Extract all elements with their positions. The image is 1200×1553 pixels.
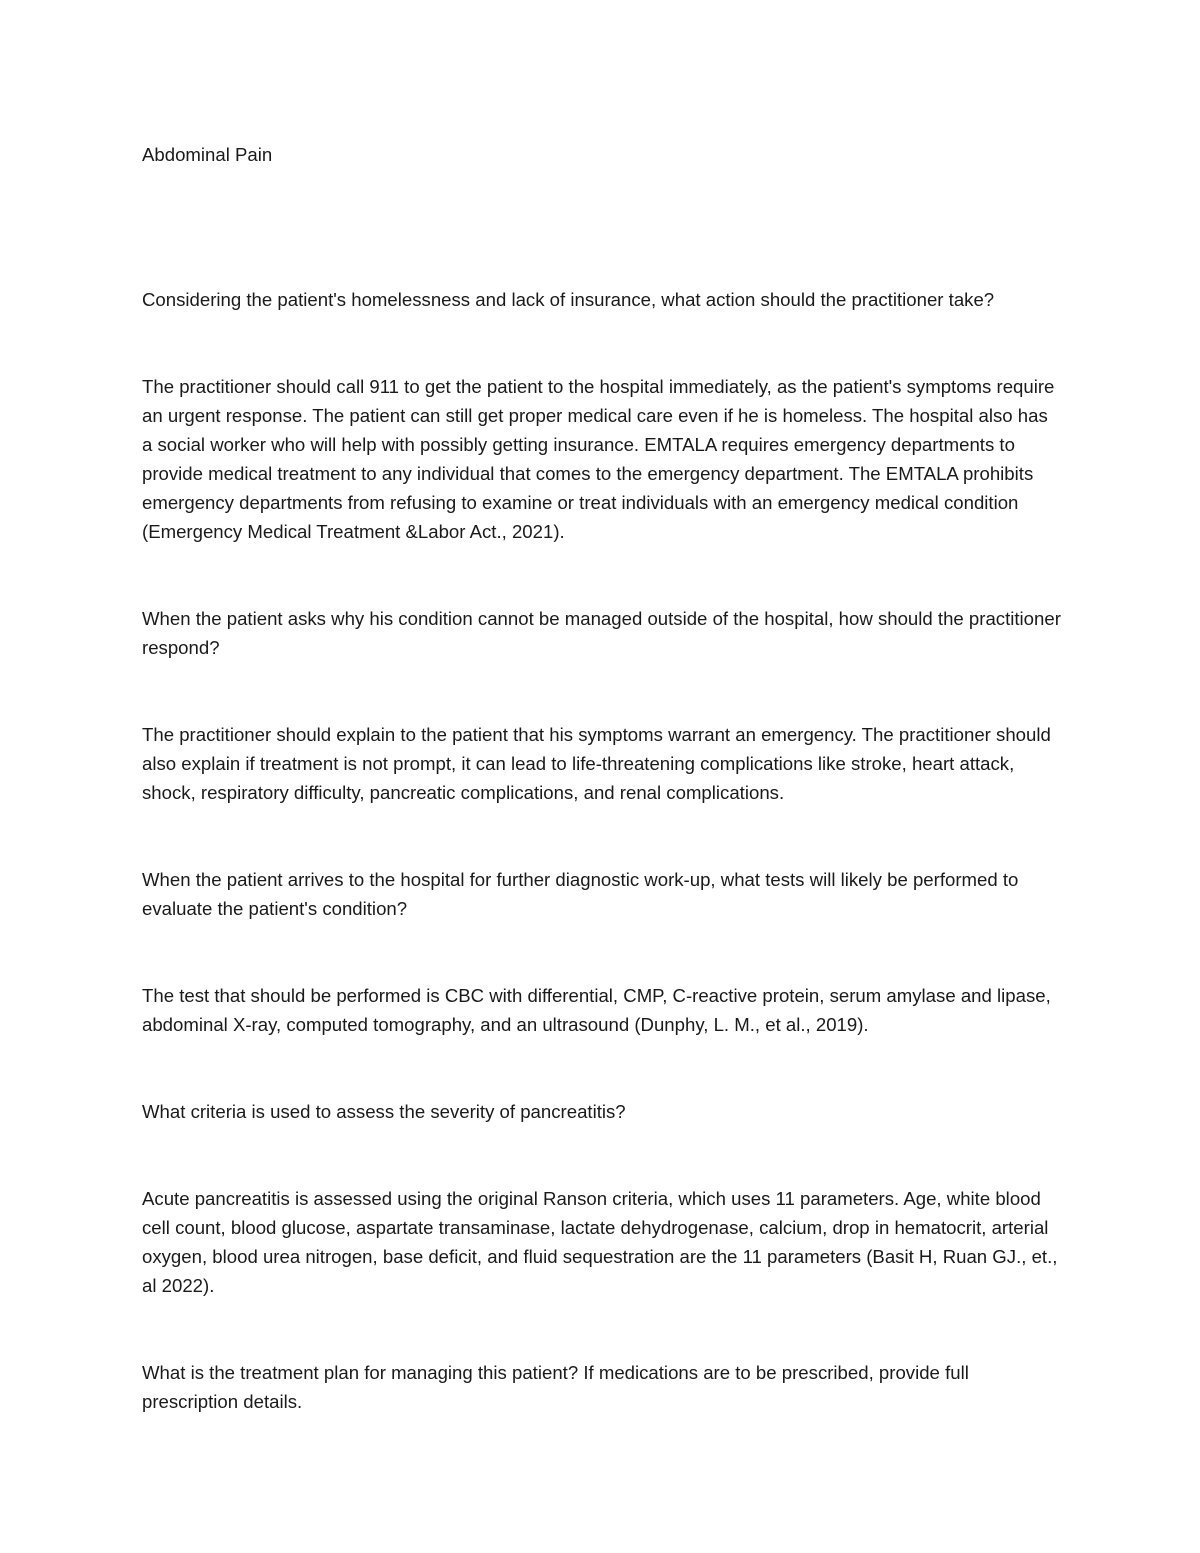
question-2: When the patient asks why his condition cannot be managed outside of the hospital, how should the practitioner respond? <box>142 608 1061 658</box>
spacer <box>142 923 1062 981</box>
question-3: When the patient arrives to the hospital for further diagnostic work-up, what tests will likely be performed to evaluate the patient's condition? <box>142 869 1019 919</box>
answer-3: The test that should be performed is CBC with differential, CMP, C-reactive protein, serum amylase and lipase, abdominal X-ray, computed tomography, and an ultrasound (Dunphy, L. M., et al., 2019). <box>142 985 1051 1035</box>
answer-4: Acute pancreatitis is assessed using the original Ranson criteria, which uses 11 parameters. Age, white blood cell count, blood glucose, aspartate transaminase, lactate dehydrogenase, calcium, drop in hematocrit, arterial oxygen, blood urea nitrogen, base deficit, and fluid sequestration are the 11 parameters (Basit H, Ruan GJ., et., al 2022). <box>142 1188 1058 1296</box>
question-5: What is the treatment plan for managing this patient? If medications are to be prescribed, provide full prescription details. <box>142 1362 969 1412</box>
spacer <box>142 662 1062 720</box>
document-title: Abdominal Pain <box>142 144 273 165</box>
spacer <box>142 1300 1062 1358</box>
spacer <box>142 1039 1062 1097</box>
spacer <box>142 1126 1062 1184</box>
question-4: What criteria is used to assess the severity of pancreatitis? <box>142 1101 626 1122</box>
answer-2: The practitioner should explain to the patient that his symptoms warrant an emergency. The practitioner should also explain if treatment is not prompt, it can lead to life-threatening complications like stroke, heart attack, shock, respiratory difficulty, pancreatic complications, and renal complications. <box>142 724 1051 803</box>
spacer <box>142 314 1062 372</box>
question-1: Considering the patient's homelessness and lack of insurance, what action should the practitioner take? <box>142 289 995 310</box>
spacer <box>142 807 1062 865</box>
spacer <box>142 546 1062 604</box>
answer-1: The practitioner should call 911 to get the patient to the hospital immediately, as the patient's symptoms require an urgent response. The patient can still get proper medical care even if he is homeless. The hospital also has a social worker who will help with possibly getting insurance. EMTALA requires emergency departments to provide medical treatment to any individual that comes to the emergency department. The EMTALA prohibits emergency departments from refusing to examine or treat individuals with an emergency medical condition (Emergency Medical Treatment &Labor Act., 2021). <box>142 376 1055 542</box>
document-body <box>142 140 1062 1416</box>
spacer <box>142 169 1062 285</box>
